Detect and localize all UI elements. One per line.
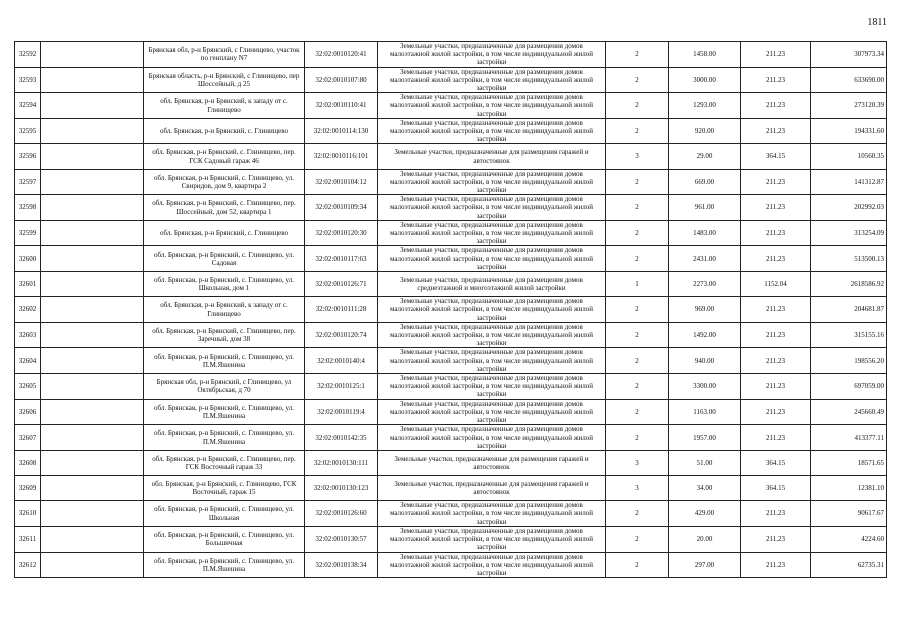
record-number: 32605 bbox=[15, 374, 41, 400]
table-row bbox=[15, 297, 887, 323]
blank-cell bbox=[41, 144, 144, 169]
blank-cell bbox=[41, 425, 144, 451]
address-cell: обл. Брянская, р-н Брянский, с. Глинищево, ул. П.М.Яшенина bbox=[144, 399, 305, 425]
address-cell: обл. Брянская, р-н Брянский, с. Глинищево, пер. Шоссейный, дом 52, квартира 1 bbox=[144, 195, 305, 221]
land-use-cell: Земельные участки, предназначенные для размещения домов малоэтажной жилой застройки, в том числе индивидуальной жилой застройки bbox=[378, 67, 606, 93]
table-row bbox=[15, 374, 887, 400]
table-row bbox=[15, 93, 887, 119]
record-number: 32596 bbox=[15, 144, 41, 169]
specific-value-cell: 211.23 bbox=[741, 42, 811, 68]
cadastral-value-cell: 18571.65 bbox=[811, 450, 887, 475]
address-cell: обл. Брянская, р-н Брянский, с. Глинищево, ул. П.М.Яшенина bbox=[144, 425, 305, 451]
table-row bbox=[15, 425, 887, 451]
blank-cell bbox=[41, 246, 144, 272]
address-cell: обл. Брянская, р-н Брянский, с. Глинищево, ул. Садовая bbox=[144, 246, 305, 272]
blank-cell bbox=[41, 322, 144, 348]
cadastral-value-cell: 513500.13 bbox=[811, 246, 887, 272]
cadastral-number-cell: 32:02:0010109:34 bbox=[305, 195, 378, 221]
table-row bbox=[15, 501, 887, 527]
area-cell: 1483.00 bbox=[669, 220, 741, 246]
specific-value-cell: 211.23 bbox=[741, 169, 811, 195]
cadastral-number-cell: 32:02:0010142:35 bbox=[305, 425, 378, 451]
group-cell: 2 bbox=[606, 195, 669, 221]
cadastral-number-cell: 32:02:0010111:28 bbox=[305, 297, 378, 323]
address-cell: обл. Брянская, р-н Брянский, к западу от с. Глинищево bbox=[144, 297, 305, 323]
table-row bbox=[15, 552, 887, 578]
record-number: 32603 bbox=[15, 322, 41, 348]
land-use-cell: Земельные участки, предназначенные для размещения домов малоэтажной жилой застройки, в том числе индивидуальной жилой застройки bbox=[378, 425, 606, 451]
cadastral-value-cell: 307973.34 bbox=[811, 42, 887, 68]
group-cell: 2 bbox=[606, 42, 669, 68]
blank-cell bbox=[41, 552, 144, 578]
record-number: 32604 bbox=[15, 348, 41, 374]
cadastral-value-cell: 198556.20 bbox=[811, 348, 887, 374]
cadastral-value-cell: 12381.10 bbox=[811, 476, 887, 501]
table-row bbox=[15, 348, 887, 374]
group-cell: 3 bbox=[606, 476, 669, 501]
cadastral-number-cell: 32:02:0010110:41 bbox=[305, 93, 378, 119]
address-cell: обл. Брянская, р-н Брянский, с. Глинищево, ул. Большичная bbox=[144, 526, 305, 552]
specific-value-cell: 211.23 bbox=[741, 297, 811, 323]
area-cell: 1458.00 bbox=[669, 42, 741, 68]
specific-value-cell: 211.23 bbox=[741, 501, 811, 527]
record-number: 32610 bbox=[15, 501, 41, 527]
address-cell: обл. Брянская, р-н Брянский, с. Глинищево, ул. П.М.Яшенина bbox=[144, 348, 305, 374]
blank-cell bbox=[41, 501, 144, 527]
cadastral-value-cell: 202992.03 bbox=[811, 195, 887, 221]
record-number: 32593 bbox=[15, 67, 41, 93]
address-cell: Брянская обл, р-н Брянский, с Глинищево, участок по генплану N7 bbox=[144, 42, 305, 68]
area-cell: 297.00 bbox=[669, 552, 741, 578]
blank-cell bbox=[41, 476, 144, 501]
table-row bbox=[15, 272, 887, 297]
area-cell: 969.00 bbox=[669, 297, 741, 323]
blank-cell bbox=[41, 195, 144, 221]
land-use-cell: Земельные участки, предназначенные для размещения домов малоэтажной жилой застройки, в том числе индивидуальной жилой застройки bbox=[378, 297, 606, 323]
cadastral-value-cell: 633690.00 bbox=[811, 67, 887, 93]
group-cell: 2 bbox=[606, 246, 669, 272]
area-cell: 940.00 bbox=[669, 348, 741, 374]
land-use-cell: Земельные участки, предназначенные для размещения гаражей и автостоянок bbox=[378, 476, 606, 501]
cadastral-value-cell: 4224.60 bbox=[811, 526, 887, 552]
record-number: 32592 bbox=[15, 42, 41, 68]
table-row bbox=[15, 246, 887, 272]
record-number: 32611 bbox=[15, 526, 41, 552]
group-cell: 2 bbox=[606, 425, 669, 451]
cadastral-value-cell: 62735.31 bbox=[811, 552, 887, 578]
land-use-cell: Земельные участки, предназначенные для размещения домов малоэтажной жилой застройки, в том числе индивидуальной жилой застройки bbox=[378, 348, 606, 374]
address-cell: обл. Брянская, р-н Брянский, с. Глинищево bbox=[144, 220, 305, 246]
cadastral-value-cell: 273120.39 bbox=[811, 93, 887, 119]
blank-cell bbox=[41, 348, 144, 374]
land-use-cell: Земельные участки, предназначенные для размещения гаражей и автостоянок bbox=[378, 144, 606, 169]
group-cell: 2 bbox=[606, 348, 669, 374]
blank-cell bbox=[41, 169, 144, 195]
blank-cell bbox=[41, 42, 144, 68]
record-number: 32602 bbox=[15, 297, 41, 323]
cadastral-number-cell: 32:02:0010120:41 bbox=[305, 42, 378, 68]
record-number: 32595 bbox=[15, 118, 41, 144]
land-use-cell: Земельные участки, предназначенные для размещения домов малоэтажной жилой застройки, в том числе индивидуальной жилой застройки bbox=[378, 399, 606, 425]
cadastral-number-cell: 32:02:0010130:57 bbox=[305, 526, 378, 552]
group-cell: 2 bbox=[606, 526, 669, 552]
land-use-cell: Земельные участки, предназначенные для размещения домов малоэтажной жилой застройки, в том числе индивидуальной жилой застройки bbox=[378, 220, 606, 246]
area-cell: 920.00 bbox=[669, 118, 741, 144]
blank-cell bbox=[41, 118, 144, 144]
group-cell: 2 bbox=[606, 374, 669, 400]
cadastral-number-cell: 32:02:0010126:71 bbox=[305, 272, 378, 297]
table-row bbox=[15, 144, 887, 169]
group-cell: 3 bbox=[606, 144, 669, 169]
table-row bbox=[15, 476, 887, 501]
page-number: 1811 bbox=[867, 17, 887, 28]
address-cell: обл. Брянская, р-н Брянский, с. Глинищево, ул. Школьная, дом 1 bbox=[144, 272, 305, 297]
area-cell: 20.00 bbox=[669, 526, 741, 552]
blank-cell bbox=[41, 450, 144, 475]
cadastral-value-cell: 245660.49 bbox=[811, 399, 887, 425]
cadastral-number-cell: 32:02:0010114:130 bbox=[305, 118, 378, 144]
record-number: 32609 bbox=[15, 476, 41, 501]
cadastral-number-cell: 32:02:0010120:74 bbox=[305, 322, 378, 348]
address-cell: Брянская обл, р-н Брянский, с Глинищево, ул Октябрьская, д 70 bbox=[144, 374, 305, 400]
record-number: 32594 bbox=[15, 93, 41, 119]
area-cell: 669.00 bbox=[669, 169, 741, 195]
area-cell: 1492.00 bbox=[669, 322, 741, 348]
land-use-cell: Земельные участки, предназначенные для размещения домов малоэтажной жилой застройки, в том числе индивидуальной жилой застройки bbox=[378, 374, 606, 400]
record-number: 32607 bbox=[15, 425, 41, 451]
address-cell: обл. Брянская, р-н Брянский, с. Глинищево, пер. ГСК Садовый гараж 46 bbox=[144, 144, 305, 169]
cadastral-number-cell: 32:02:0010116:101 bbox=[305, 144, 378, 169]
area-cell: 429.00 bbox=[669, 501, 741, 527]
group-cell: 3 bbox=[606, 450, 669, 475]
area-cell: 3300.00 bbox=[669, 374, 741, 400]
blank-cell bbox=[41, 399, 144, 425]
specific-value-cell: 211.23 bbox=[741, 93, 811, 119]
specific-value-cell: 364.15 bbox=[741, 476, 811, 501]
address-cell: обл. Брянская, р-н Брянский, с. Глинищево, пер. ГСК Восточный гараж 33 bbox=[144, 450, 305, 475]
cadastral-number-cell: 32:02:0010117:63 bbox=[305, 246, 378, 272]
table-row bbox=[15, 195, 887, 221]
specific-value-cell: 211.23 bbox=[741, 526, 811, 552]
specific-value-cell: 211.23 bbox=[741, 374, 811, 400]
area-cell: 3000.00 bbox=[669, 67, 741, 93]
land-use-cell: Земельные участки, предназначенные для размещения домов малоэтажной жилой застройки, в том числе индивидуальной жилой застройки bbox=[378, 93, 606, 119]
table-body bbox=[15, 42, 887, 578]
specific-value-cell: 211.23 bbox=[741, 399, 811, 425]
record-number: 32608 bbox=[15, 450, 41, 475]
blank-cell bbox=[41, 220, 144, 246]
group-cell: 2 bbox=[606, 169, 669, 195]
cadastral-value-cell: 2618586.92 bbox=[811, 272, 887, 297]
cadastral-number-cell: 32:02:0010130:111 bbox=[305, 450, 378, 475]
address-cell: обл. Брянская, р-н Брянский, с. Глинищево, ул. П.М.Яшенина bbox=[144, 552, 305, 578]
group-cell: 2 bbox=[606, 93, 669, 119]
specific-value-cell: 211.23 bbox=[741, 552, 811, 578]
area-cell: 2273.00 bbox=[669, 272, 741, 297]
land-use-cell: Земельные участки, предназначенные для размещения домов малоэтажной жилой застройки, в том числе индивидуальной жилой застройки bbox=[378, 42, 606, 68]
table-row bbox=[15, 118, 887, 144]
cadastral-number-cell: 32:02:0010120:30 bbox=[305, 220, 378, 246]
table-row bbox=[15, 67, 887, 93]
record-number: 32600 bbox=[15, 246, 41, 272]
blank-cell bbox=[41, 374, 144, 400]
group-cell: 1 bbox=[606, 272, 669, 297]
cadastral-value-cell: 90617.67 bbox=[811, 501, 887, 527]
specific-value-cell: 211.23 bbox=[741, 67, 811, 93]
cadastral-number-cell: 32:02:0010119:4 bbox=[305, 399, 378, 425]
group-cell: 2 bbox=[606, 399, 669, 425]
table-row bbox=[15, 322, 887, 348]
table-row bbox=[15, 220, 887, 246]
area-cell: 1163.00 bbox=[669, 399, 741, 425]
group-cell: 2 bbox=[606, 220, 669, 246]
cadastral-number-cell: 32:02:0010126:60 bbox=[305, 501, 378, 527]
address-cell: обл. Брянская, р-н Брянский, с. Глинищево, ул. Школьная bbox=[144, 501, 305, 527]
blank-cell bbox=[41, 526, 144, 552]
record-number: 32601 bbox=[15, 272, 41, 297]
specific-value-cell: 211.23 bbox=[741, 195, 811, 221]
group-cell: 2 bbox=[606, 67, 669, 93]
cadastral-value-cell: 313254.09 bbox=[811, 220, 887, 246]
land-use-cell: Земельные участки, предназначенные для размещения гаражей и автостоянок bbox=[378, 450, 606, 475]
cadastral-number-cell: 32:02:0010140:4 bbox=[305, 348, 378, 374]
land-use-cell: Земельные участки, предназначенные для размещения домов малоэтажной жилой застройки, в том числе индивидуальной жилой застройки bbox=[378, 195, 606, 221]
record-number: 32606 bbox=[15, 399, 41, 425]
specific-value-cell: 211.23 bbox=[741, 425, 811, 451]
group-cell: 2 bbox=[606, 501, 669, 527]
land-use-cell: Земельные участки, предназначенные для размещения домов малоэтажной жилой застройки, в том числе индивидуальной жилой застройки bbox=[378, 526, 606, 552]
specific-value-cell: 211.23 bbox=[741, 322, 811, 348]
cadastral-number-cell: 32:02:0010130:123 bbox=[305, 476, 378, 501]
area-cell: 34.00 bbox=[669, 476, 741, 501]
specific-value-cell: 364.15 bbox=[741, 450, 811, 475]
area-cell: 29.00 bbox=[669, 144, 741, 169]
cadastral-number-cell: 32:02:0010107:80 bbox=[305, 67, 378, 93]
land-use-cell: Земельные участки, предназначенные для размещения домов малоэтажной жилой застройки, в том числе индивидуальной жилой застройки bbox=[378, 118, 606, 144]
cadastral-value-cell: 413377.11 bbox=[811, 425, 887, 451]
land-use-cell: Земельные участки, предназначенные для размещения домов малоэтажной жилой застройки, в том числе индивидуальной жилой застройки bbox=[378, 552, 606, 578]
area-cell: 1957.00 bbox=[669, 425, 741, 451]
table-row bbox=[15, 42, 887, 68]
land-use-cell: Земельные участки, предназначенные для размещения домов малоэтажной жилой застройки, в том числе индивидуальной жилой застройки bbox=[378, 322, 606, 348]
record-number: 32599 bbox=[15, 220, 41, 246]
table-row bbox=[15, 399, 887, 425]
table-row bbox=[15, 526, 887, 552]
area-cell: 2431.00 bbox=[669, 246, 741, 272]
specific-value-cell: 1152.04 bbox=[741, 272, 811, 297]
cadastral-number-cell: 32:02:0010125:1 bbox=[305, 374, 378, 400]
cadastral-value-cell: 204681.87 bbox=[811, 297, 887, 323]
address-cell: обл. Брянская, р-н Брянский, с. Глинищево, ул. Свиридов, дом 9, квартира 2 bbox=[144, 169, 305, 195]
land-use-cell: Земельные участки, предназначенные для размещения домов малоэтажной жилой застройки, в том числе индивидуальной жилой застройки bbox=[378, 246, 606, 272]
land-use-cell: Земельные участки, предназначенные для размещения домов малоэтажной жилой застройки, в том числе индивидуальной жилой застройки bbox=[378, 501, 606, 527]
group-cell: 2 bbox=[606, 552, 669, 578]
table-row bbox=[15, 169, 887, 195]
cadastral-value-cell: 194331.60 bbox=[811, 118, 887, 144]
specific-value-cell: 211.23 bbox=[741, 220, 811, 246]
cadastral-value-table bbox=[14, 41, 887, 578]
cadastral-value-cell: 315155.16 bbox=[811, 322, 887, 348]
blank-cell bbox=[41, 272, 144, 297]
area-cell: 51.00 bbox=[669, 450, 741, 475]
land-use-cell: Земельные участки, предназначенные для размещения домов среднеэтажной и многоэтажной жилой застройки bbox=[378, 272, 606, 297]
land-use-cell: Земельные участки, предназначенные для размещения домов малоэтажной жилой застройки, в том числе индивидуальной жилой застройки bbox=[378, 169, 606, 195]
group-cell: 2 bbox=[606, 297, 669, 323]
blank-cell bbox=[41, 93, 144, 119]
specific-value-cell: 211.23 bbox=[741, 246, 811, 272]
record-number: 32612 bbox=[15, 552, 41, 578]
specific-value-cell: 364.15 bbox=[741, 144, 811, 169]
address-cell: обл. Брянская, р-н Брянский, с. Глинищево, ГСК Восточный, гараж 15 bbox=[144, 476, 305, 501]
cadastral-number-cell: 32:02:0010138:34 bbox=[305, 552, 378, 578]
group-cell: 2 bbox=[606, 118, 669, 144]
specific-value-cell: 211.23 bbox=[741, 348, 811, 374]
area-cell: 1293.00 bbox=[669, 93, 741, 119]
address-cell: обл. Брянская, р-н Брянский, к западу от с. Глинищево bbox=[144, 93, 305, 119]
area-cell: 961.00 bbox=[669, 195, 741, 221]
blank-cell bbox=[41, 297, 144, 323]
cadastral-value-cell: 697059.00 bbox=[811, 374, 887, 400]
address-cell: Брянская область, р-н Брянский, с Глинищево, пер Шоссейный, д 25 bbox=[144, 67, 305, 93]
cadastral-value-cell: 10560.35 bbox=[811, 144, 887, 169]
record-number: 32598 bbox=[15, 195, 41, 221]
address-cell: обл. Брянская, р-н Брянский, с. Глинищево, пер. Заречный, дом 38 bbox=[144, 322, 305, 348]
address-cell: обл. Брянская, р-н Брянский, с. Глинищево bbox=[144, 118, 305, 144]
record-number: 32597 bbox=[15, 169, 41, 195]
table-row bbox=[15, 450, 887, 475]
blank-cell bbox=[41, 67, 144, 93]
cadastral-number-cell: 32:02:0010104:12 bbox=[305, 169, 378, 195]
group-cell: 2 bbox=[606, 322, 669, 348]
specific-value-cell: 211.23 bbox=[741, 118, 811, 144]
cadastral-value-cell: 141312.87 bbox=[811, 169, 887, 195]
